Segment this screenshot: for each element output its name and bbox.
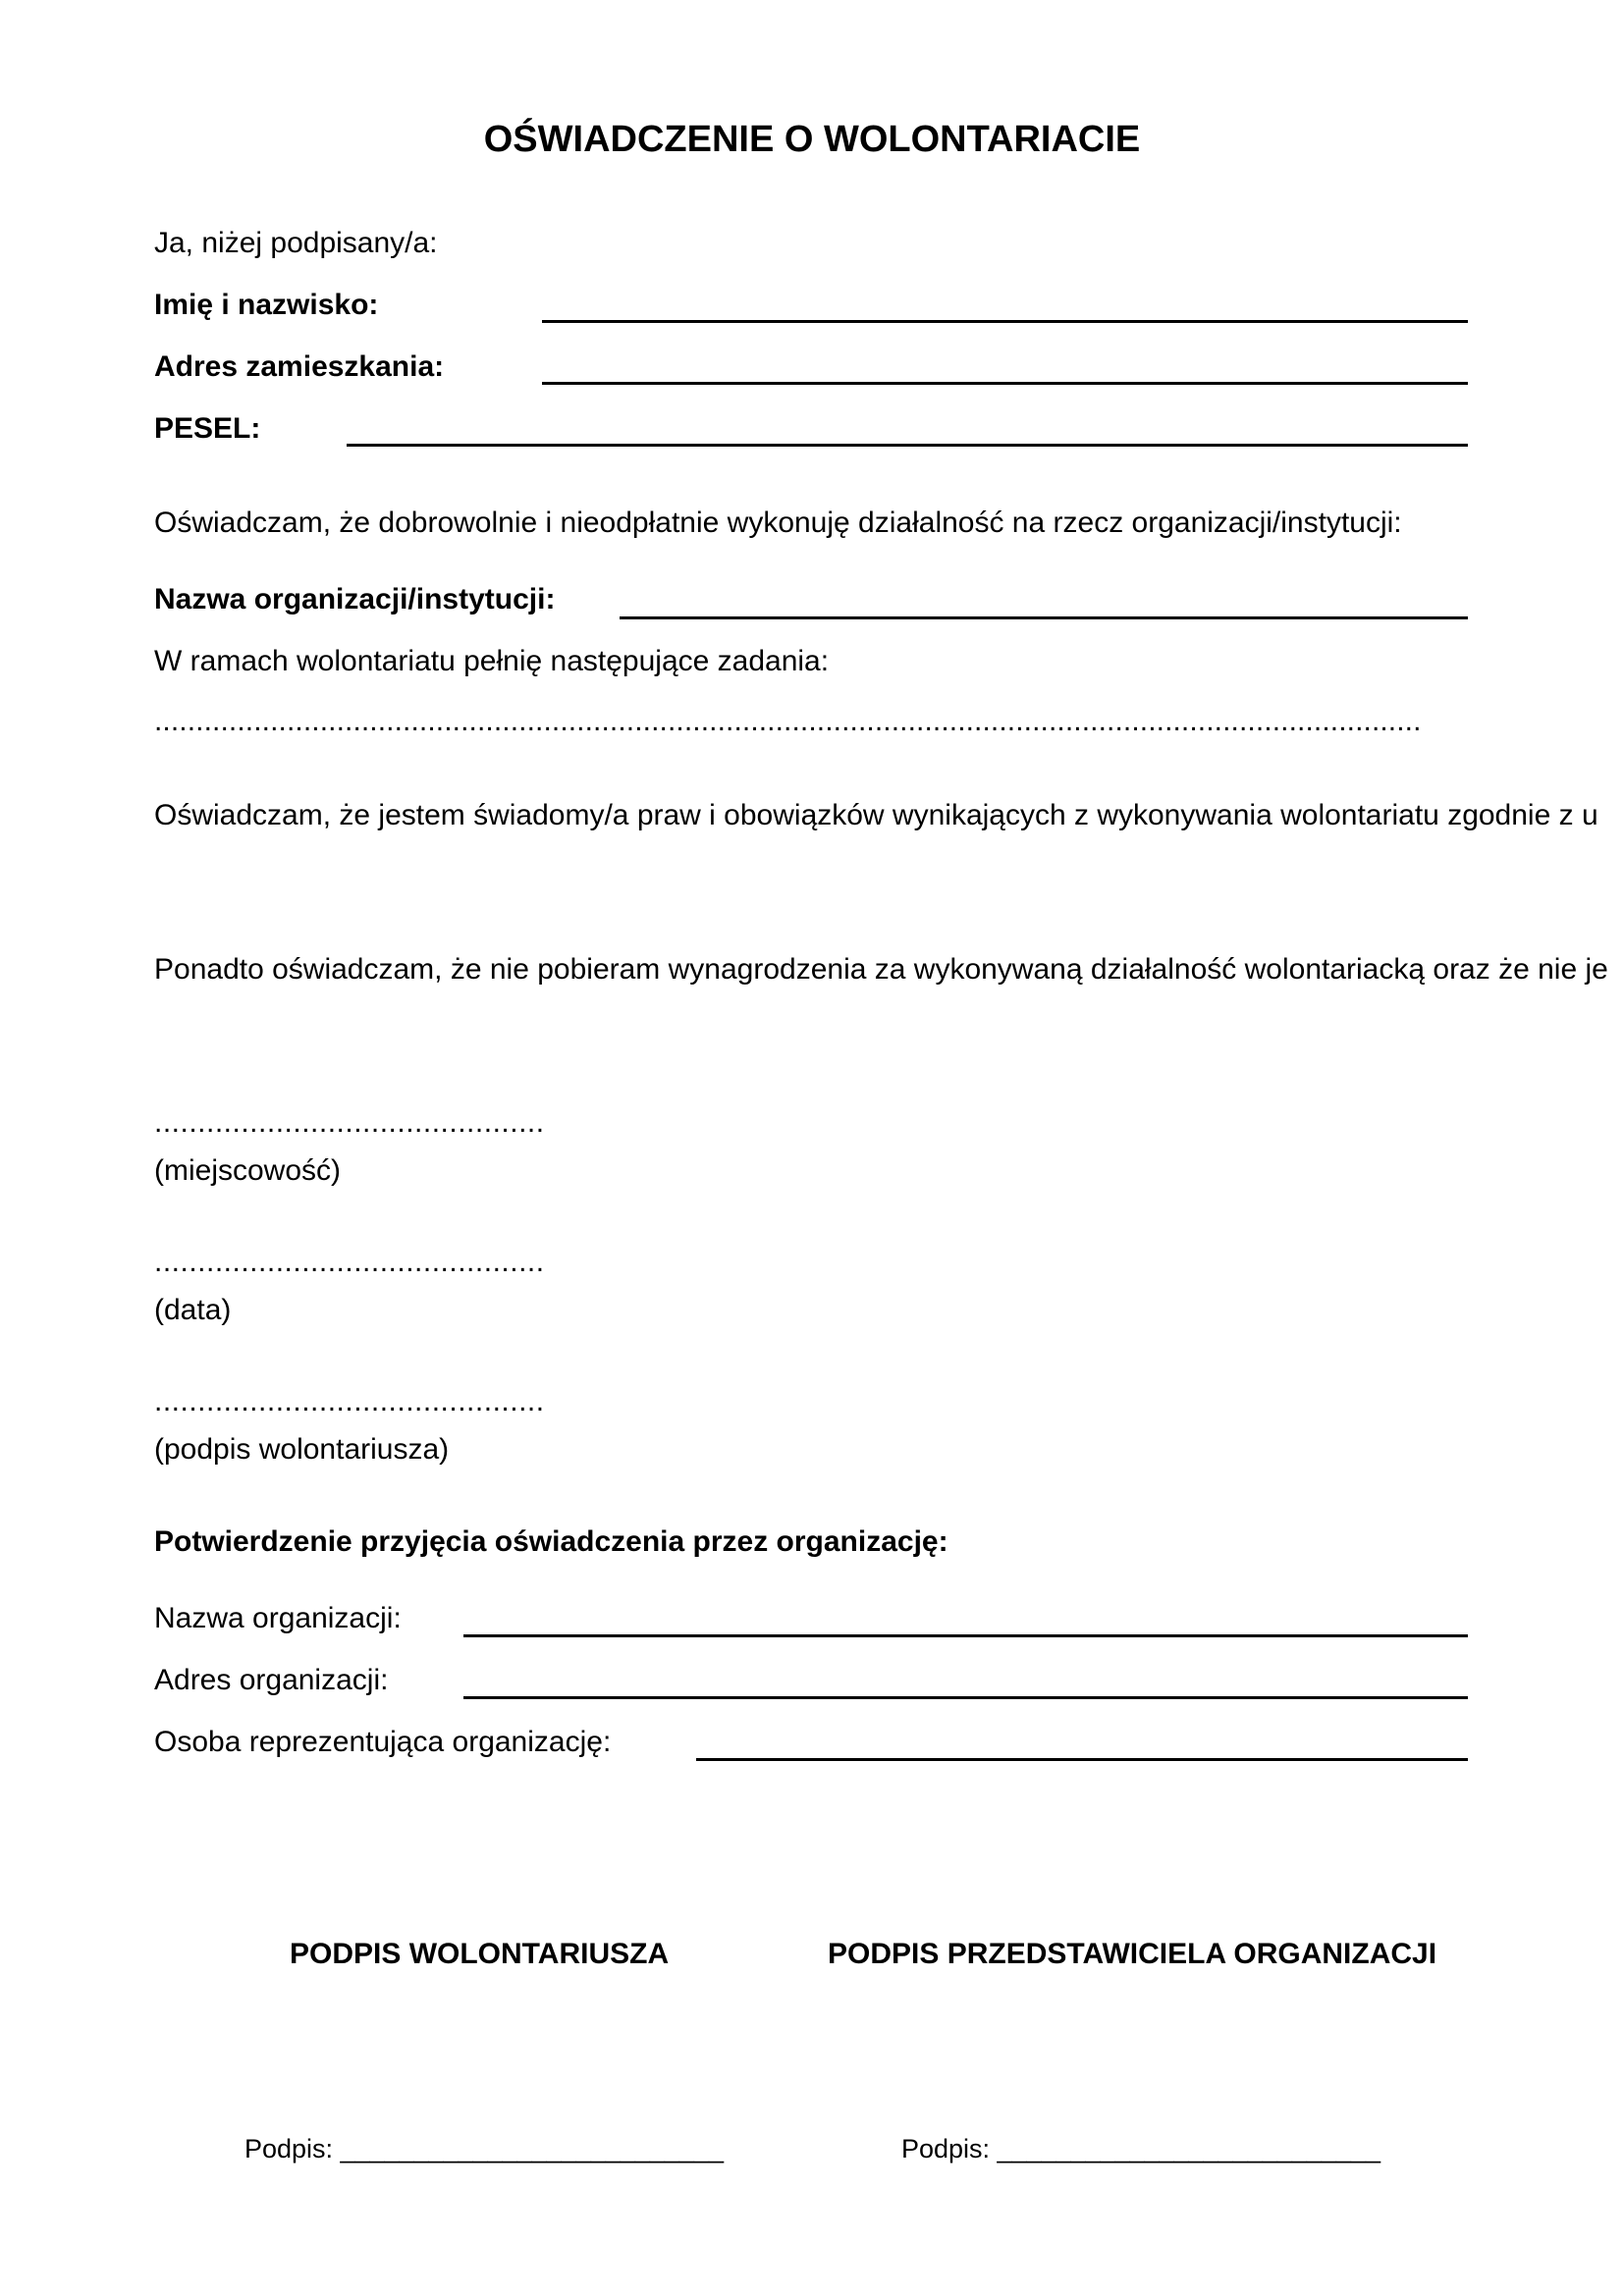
org-address-label: Adres organizacji: [154, 1664, 389, 1696]
tasks-intro: W ramach wolontariatu pełnię następujące zadania: [154, 645, 830, 677]
place-label: (miejscowość) [154, 1154, 342, 1187]
pesel-field-line[interactable] [347, 444, 1468, 447]
name-label: Imię i nazwisko: [154, 289, 379, 321]
pesel-label: PESEL: [154, 412, 261, 445]
organization-field-line[interactable] [620, 616, 1468, 619]
org-name-label: Nazwa organizacji: [154, 1602, 402, 1634]
tasks-dotted-line[interactable]: ......................................................................................................................................................... [154, 705, 1422, 737]
awareness-text: Oświadczam, że jestem świadomy/a praw i obowiązków wynikających z wykonywania wolontariatu zgodnie z u [154, 799, 1598, 831]
intro-text: Ja, niżej podpisany/a: [154, 227, 438, 259]
address-field-line[interactable] [542, 382, 1468, 385]
date-dotted-line[interactable]: ............................................. [154, 1246, 545, 1278]
representative-field-line[interactable] [696, 1758, 1468, 1761]
signature-dotted-line[interactable]: ............................................. [154, 1385, 545, 1417]
representative-label: Osoba reprezentująca organizację: [154, 1726, 612, 1758]
volunteer-signature-line[interactable]: Podpis: __________________________ [244, 2134, 724, 2163]
document-title: OŚWIADCZENIE O WOLONTARIACIE [483, 119, 1141, 160]
confirmation-heading: Potwierdzenie przyjęcia oświadczenia przez organizację: [154, 1525, 948, 1558]
representative-signature-heading: PODPIS PRZEDSTAWICIELA ORGANIZACJI [828, 1938, 1437, 1970]
volunteer-signature-heading: PODPIS WOLONTARIUSZA [290, 1938, 670, 1970]
representative-signature-line[interactable]: Podpis: __________________________ [901, 2134, 1380, 2163]
address-label: Adres zamieszkania: [154, 350, 445, 383]
org-name-field-line[interactable] [463, 1634, 1468, 1637]
date-label: (data) [154, 1294, 232, 1326]
no-pay-text: Ponadto oświadczam, że nie pobieram wynagrodzenia za wykonywaną działalność wolontariacką oraz że nie je [154, 953, 1608, 986]
name-field-line[interactable] [542, 320, 1468, 323]
signature-label: (podpis wolontariusza) [154, 1433, 450, 1466]
place-dotted-line[interactable]: ............................................. [154, 1106, 545, 1139]
organization-label: Nazwa organizacji/instytucji: [154, 583, 556, 615]
declaration-text: Oświadczam, że dobrowolnie i nieodpłatnie wykonuję działalność na rzecz organizacji/instytucji: [154, 507, 1402, 539]
org-address-field-line[interactable] [463, 1696, 1468, 1699]
